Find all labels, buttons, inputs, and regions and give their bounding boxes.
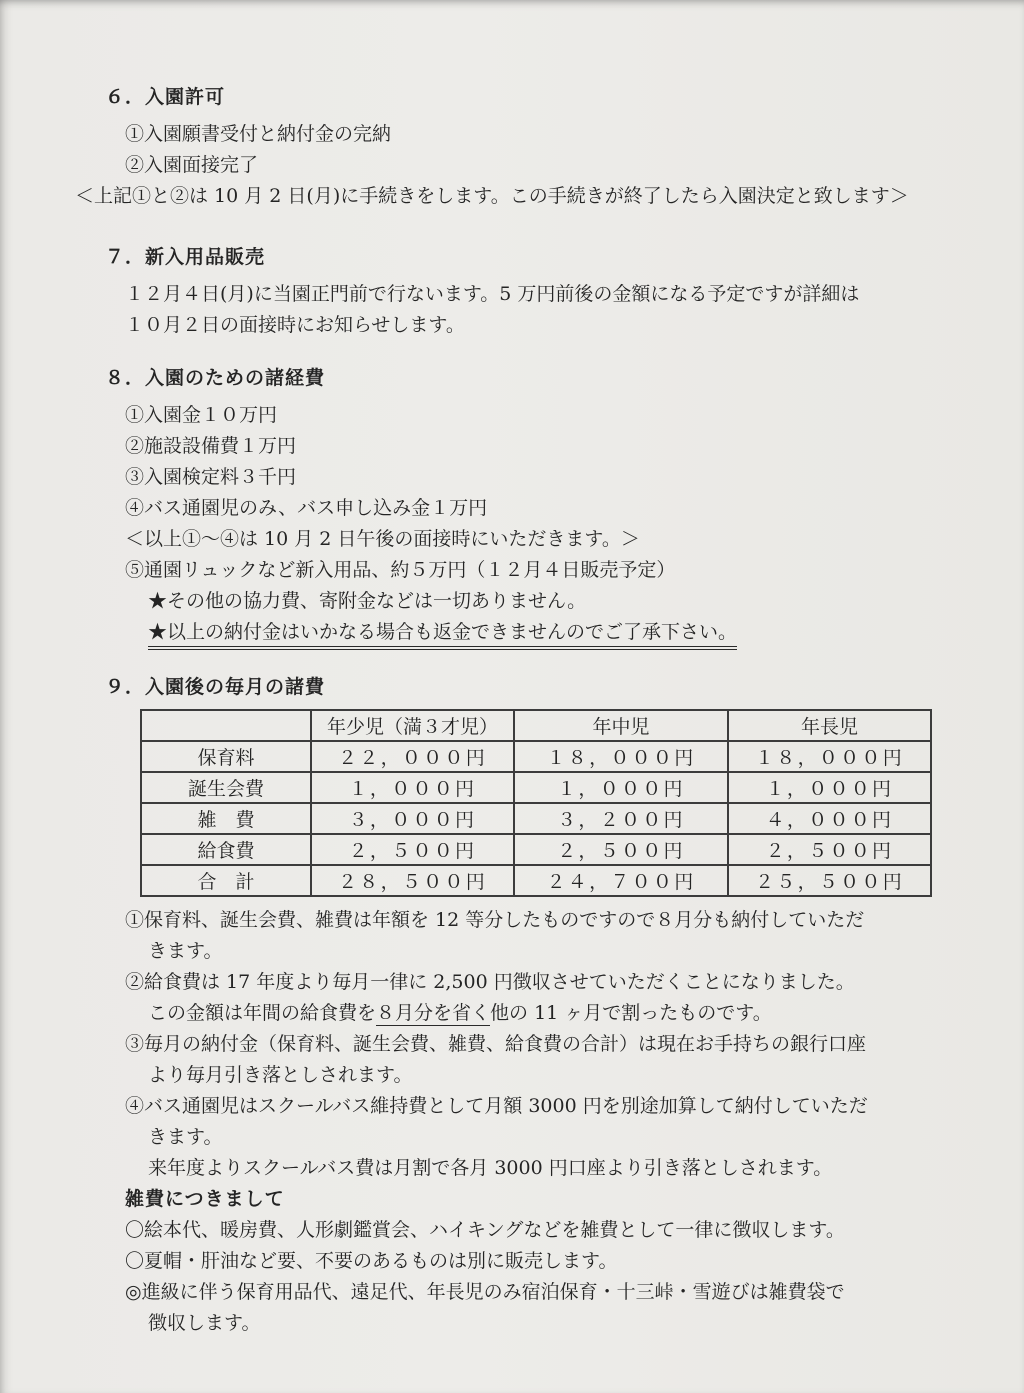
table-row	[141, 803, 931, 834]
fee-value: ２５，５００円	[728, 865, 931, 896]
fee-value: ４，０００円	[728, 803, 931, 834]
table-header-empty	[141, 710, 311, 741]
table-row	[141, 834, 931, 865]
row-label: 給食費	[141, 834, 311, 865]
august-excluded-underlined: ８月分を省く	[376, 1002, 491, 1024]
fee-value: ２２，０００円	[311, 741, 514, 772]
fee-value: １８，０００円	[514, 741, 728, 772]
section-8-item-1: ①入園金１０万円	[125, 404, 278, 426]
refund-warning-underlined: ★以上の納付金はいかなる場合も返金できませんのでご了承下さい。	[148, 620, 737, 650]
table-total-row	[141, 865, 931, 896]
section-8-item-3: ③入園検定料３千円	[125, 466, 297, 488]
section-6-item-2: ②入園面接完了	[125, 154, 259, 176]
section-9-notes	[105, 905, 962, 1184]
section-8-star-note-1: ★その他の協力費、寄附金などは一切ありません。	[148, 590, 587, 612]
zappi-heading: 雑費につきまして	[125, 1188, 285, 1210]
document-content	[75, 82, 962, 1339]
section-6-heading: ６．入園許可	[105, 86, 226, 108]
fee-value: ２４，７００円	[514, 865, 728, 896]
table-header-nenchu: 年中児	[514, 710, 728, 741]
note-3-line-1: ③毎月の納付金（保育料、誕生会費、雑費、給食費の合計）は現在お手持ちの銀行口座	[125, 1033, 867, 1055]
table-header-row	[141, 710, 931, 741]
note-1-line-1: ①保育料、誕生会費、雑費は年額を 12 等分したものですので８月分も納付していただ	[125, 909, 865, 931]
section-9-heading: ９．入園後の毎月の諸費	[105, 676, 326, 698]
table-row	[141, 741, 931, 772]
zappi-line-1: 〇絵本代、暖房費、人形劇鑑賞会、ハイキングなどを雑費として一律に徴収します。	[125, 1219, 845, 1241]
note-2-line-1: ②給食費は 17 年度より毎月一律に 2,500 円徴収させていただくことになりました。	[125, 971, 855, 993]
fee-value: ３，０００円	[311, 803, 514, 834]
note-2-post-text: 他の 11 ヶ月で割ったものです。	[490, 1002, 772, 1024]
row-label: 合 計	[141, 865, 311, 896]
zappi-line-4: 徴収します。	[148, 1312, 261, 1334]
section-7-body-line-2: １０月２日の面接時にお知らせします。	[125, 314, 465, 336]
fee-value: ２８，５００円	[311, 865, 514, 896]
note-4-line-3: 来年度よりスクールバス費は月割で各月 3000 円口座より引き落としされます。	[148, 1157, 833, 1179]
note-4-line-2: きます。	[148, 1126, 223, 1148]
fee-value: ２，５００円	[514, 834, 728, 865]
section-7-heading: ７．新入用品販売	[105, 246, 266, 268]
table-header-nencho: 年長児	[728, 710, 931, 741]
fee-value: １，０００円	[514, 772, 728, 803]
section-8-item-2: ②施設設備費１万円	[125, 435, 297, 457]
row-label: 保育料	[141, 741, 311, 772]
monthly-fees-table	[140, 709, 932, 897]
fee-value: １，０００円	[311, 772, 514, 803]
section-6-bracket-note: ＜上記①と②は 10 月 2 日(月)に手続きをします。この手続きが終了したら入園決定と致します＞	[75, 185, 909, 207]
section-8-item-4: ④バス通園児のみ、バス申し込み金１万円	[125, 497, 488, 519]
note-2-pre-text: この金額は年間の給食費を	[148, 1002, 377, 1024]
section-7-body-line-1: １２月４日(月)に当園正門前で行ないます。5 万円前後の金額になる予定ですが詳細は	[125, 283, 860, 305]
section-8-heading: ８．入園のための諸経費	[105, 367, 326, 389]
note-3-line-2: より毎月引き落としされます。	[148, 1064, 413, 1086]
section-8-item-5: ⑤通園リュックなど新入用品、約５万円（１２月４日販売予定）	[125, 559, 676, 581]
fee-value: １８，０００円	[728, 741, 931, 772]
fee-value: ３，２００円	[514, 803, 728, 834]
section-8-star-note-2	[148, 617, 962, 650]
note-2-line-2	[148, 998, 962, 1029]
fee-value: ２，５００円	[311, 834, 514, 865]
zappi-line-3: ◎進級に伴う保育用品代、遠足代、年長児のみ宿泊保育・十三峠・雪遊びは雑費袋で	[125, 1281, 845, 1303]
section-6-item-1: ①入園願書受付と納付金の完納	[125, 123, 392, 145]
note-4-line-1: ④バス通園児はスクールバス維持費として月額 3000 円を別途加算して納付していただ	[125, 1095, 868, 1117]
fee-value: １，０００円	[728, 772, 931, 803]
fee-value: ２，５００円	[728, 834, 931, 865]
table-row	[141, 772, 931, 803]
section-8-bracket-note: ＜以上①～④は 10 月 2 日午後の面接時にいただきます。＞	[125, 528, 640, 550]
table-header-nensho: 年少児（満３才児）	[311, 710, 514, 741]
note-1-line-2: きます。	[148, 940, 223, 962]
zappi-line-2: 〇夏帽・肝油など要、不要のあるものは別に販売します。	[125, 1250, 618, 1272]
row-label: 雑 費	[141, 803, 311, 834]
row-label: 誕生会費	[141, 772, 311, 803]
